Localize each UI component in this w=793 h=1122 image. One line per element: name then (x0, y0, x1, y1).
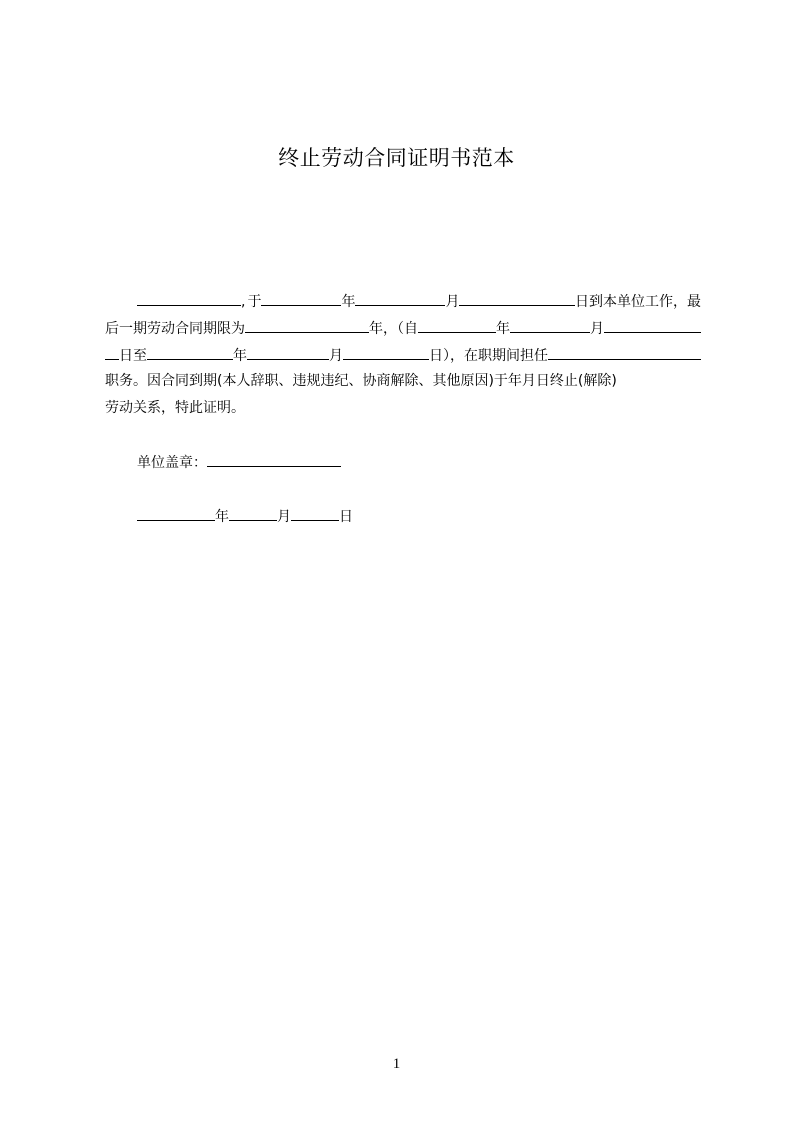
date-year-text: 年 (215, 509, 229, 525)
document-title: 终止劳动合同证明书范本 (278, 146, 515, 170)
contract-term-label: 后一期劳动合同期限为 (105, 321, 245, 337)
name-blank[interactable] (137, 290, 241, 306)
contract-term-blank[interactable] (245, 317, 369, 333)
day-to-text: 日至 (119, 348, 147, 364)
yu-text: 于 (247, 294, 262, 310)
termination-reason-text: 职务。因合同到期(本人辞职、违规违纪、协商解除、其他原因)于年月日终止(解除) (105, 373, 617, 389)
position-blank[interactable] (548, 344, 701, 360)
start-year-blank[interactable] (261, 290, 341, 306)
body-line-3 (105, 344, 701, 366)
month-text: 月 (329, 348, 343, 364)
date-day-text: 日 (339, 509, 353, 525)
start-day-blank[interactable] (459, 290, 575, 306)
year-from-text: 年，（自 (369, 321, 418, 337)
certification-text: 劳动关系，特此证明。 (105, 400, 245, 416)
position-label: 日），在职期间担任 (429, 348, 548, 364)
date-month-text: 月 (277, 509, 291, 525)
to-year-blank[interactable] (147, 344, 233, 360)
from-day-blank-cont[interactable] (105, 344, 119, 360)
line1-tail-text: 日到本单位工作，最 (575, 294, 701, 310)
body-line-1 (137, 290, 701, 312)
month-text: 月 (590, 321, 604, 337)
date-month-blank[interactable] (229, 505, 277, 521)
seal-label: 单位盖章： (137, 455, 207, 471)
start-month-blank[interactable] (355, 290, 445, 306)
seal-line (137, 451, 437, 473)
year-text: 年 (496, 321, 510, 337)
date-day-blank[interactable] (291, 505, 339, 521)
from-day-blank[interactable] (604, 317, 701, 333)
to-month-blank[interactable] (247, 344, 329, 360)
from-year-blank[interactable] (418, 317, 496, 333)
year-text: 年 (233, 348, 247, 364)
page-number: 1 (392, 1056, 401, 1072)
seal-blank[interactable] (207, 451, 341, 467)
date-year-blank[interactable] (137, 505, 215, 521)
body-line-5 (105, 398, 701, 418)
date-line (137, 505, 437, 527)
body-line-4 (105, 371, 701, 391)
body-line-2 (105, 317, 701, 339)
year-text: 年 (341, 294, 356, 310)
to-day-blank[interactable] (343, 344, 429, 360)
comma-text: , (241, 294, 246, 310)
from-month-blank[interactable] (510, 317, 590, 333)
month-text: 月 (445, 294, 460, 310)
